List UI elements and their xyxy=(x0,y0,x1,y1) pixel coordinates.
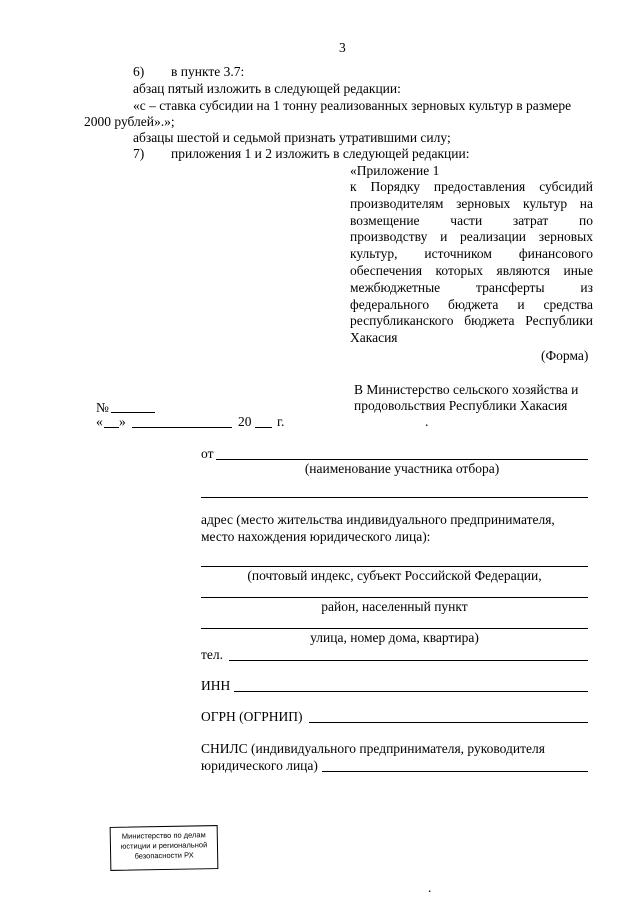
quote-line-2: 2000 рублей».»; xyxy=(84,114,175,129)
tel-label: тел. xyxy=(201,647,224,662)
item-7-text: приложения 1 и 2 изложить в следующей редакции: xyxy=(171,146,470,161)
ministry-stamp xyxy=(110,825,219,871)
paragraphs-six-seven-line: абзацы шестой и седьмой признать утратившими силу; xyxy=(133,130,451,145)
addressee-line-2: продовольствия Республики Хакасия xyxy=(354,398,568,413)
date-quote-close: » xyxy=(119,414,126,429)
stamp-line-3: безопасности РХ xyxy=(134,850,194,861)
caption-district: район, населенный пункт xyxy=(321,599,468,614)
paragraph-five-line: абзац пятый изложить в следующей редакции: xyxy=(133,81,401,96)
appendix-line: производителям зерновых культур на xyxy=(350,195,593,211)
from-label: от xyxy=(201,446,214,461)
month-field[interactable] xyxy=(132,427,232,428)
tel-field[interactable] xyxy=(229,660,588,661)
appendix-line: производству и реализации зерновых xyxy=(350,229,593,245)
item-7-number: 7) xyxy=(133,146,145,161)
year-prefix: 20 xyxy=(238,414,252,429)
from-field[interactable] xyxy=(216,459,588,460)
caption-street: улица, номер дома, квартира) xyxy=(310,630,479,645)
inn-field[interactable] xyxy=(234,691,588,692)
address-field-2[interactable] xyxy=(201,597,588,598)
form-label: (Форма) xyxy=(541,348,589,363)
snils-field[interactable] xyxy=(322,771,588,772)
appendix-line: обеспечения которых являются иные xyxy=(350,262,593,278)
stray-mark: . xyxy=(425,414,429,429)
address-label-line-1: адрес (место жительства индивидуального предпринимателя, xyxy=(201,512,555,527)
number-field[interactable] xyxy=(111,412,155,413)
appendix-line: межбюджетные трансферты из xyxy=(350,279,593,295)
appendix-line: федерального бюджета и средства xyxy=(350,296,593,312)
appendix-line: республиканского бюджета Республики xyxy=(350,313,593,329)
caption-postal: (почтовый индекс, субъект Российской Федерации, xyxy=(247,568,542,583)
appendix-description xyxy=(350,179,593,347)
address-label-line-2: место нахождения юридического лица): xyxy=(201,529,431,544)
address-field-3[interactable] xyxy=(201,628,588,629)
quote-line-1: «с – ставка субсидии на 1 тонну реализованных зерновых культур в размере xyxy=(133,98,572,113)
appendix-line: к Порядку предоставления субсидий xyxy=(350,179,593,194)
item-6-number: 6) xyxy=(133,64,145,79)
day-field[interactable] xyxy=(104,427,119,428)
snils-label-line-2: юридического лица) xyxy=(201,758,318,773)
address-field-1[interactable] xyxy=(201,566,588,567)
from-caption: (наименование участника отбора) xyxy=(304,461,500,476)
snils-label-line-1: СНИЛС (индивидуального предпринимателя, руководителя xyxy=(201,741,545,756)
from-field-2[interactable] xyxy=(201,497,588,498)
year-field[interactable] xyxy=(255,427,272,428)
appendix-line: возмещение части затрат по xyxy=(350,212,593,228)
page-number: 3 xyxy=(339,40,346,55)
item-6-text: в пункте 3.7: xyxy=(171,64,245,79)
inn-label: ИНН xyxy=(201,678,231,693)
stamp-line-2: юстиции и региональной xyxy=(120,840,208,851)
appendix-title: «Приложение 1 xyxy=(350,163,440,178)
appendix-line: Хакасия xyxy=(350,330,398,346)
stamp-line-1: Министерство по делам xyxy=(121,830,206,841)
ogrn-label: ОГРН (ОГРНИП) xyxy=(201,709,303,724)
addressee-line-1: В Министерство сельского хозяйства и xyxy=(354,382,579,397)
number-label: № xyxy=(96,400,109,415)
stray-mark-bottom: . xyxy=(428,880,432,895)
appendix-line: культур, источником финансового xyxy=(350,246,593,262)
date-quote-open: « xyxy=(96,414,103,429)
year-suffix: г. xyxy=(277,414,285,429)
ogrn-field[interactable] xyxy=(309,722,588,723)
